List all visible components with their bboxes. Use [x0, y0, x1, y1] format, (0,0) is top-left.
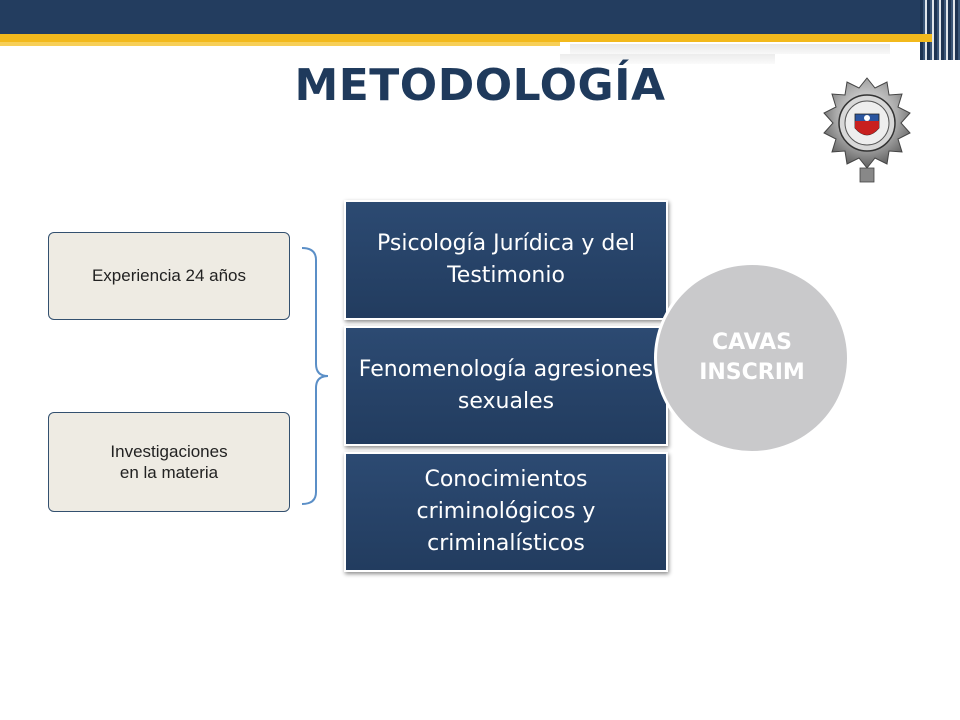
criminology-box: Conocimientos criminológicos y criminalísticos: [344, 452, 668, 572]
gold-thin-line: [0, 42, 560, 46]
experience-box: Experiencia 24 años: [48, 232, 290, 320]
bracket-connector: [300, 246, 330, 506]
legal-psychology-box: Psicología Jurídica y del Testimonio: [344, 200, 668, 320]
investigations-box: Investigaciones en la materia: [48, 412, 290, 512]
top-navy-bar: [0, 0, 960, 34]
slide-title: METODOLOGÍA: [294, 60, 666, 111]
cavas-inscrim-circle: CAVAS INSCRIM: [654, 262, 850, 454]
gold-band: [0, 34, 932, 42]
top-right-stripes: [920, 0, 960, 60]
police-badge-icon: [822, 76, 912, 186]
phenomenology-box: Fenomenología agresiones sexuales: [344, 326, 668, 446]
grey-accent-line: [570, 44, 890, 54]
